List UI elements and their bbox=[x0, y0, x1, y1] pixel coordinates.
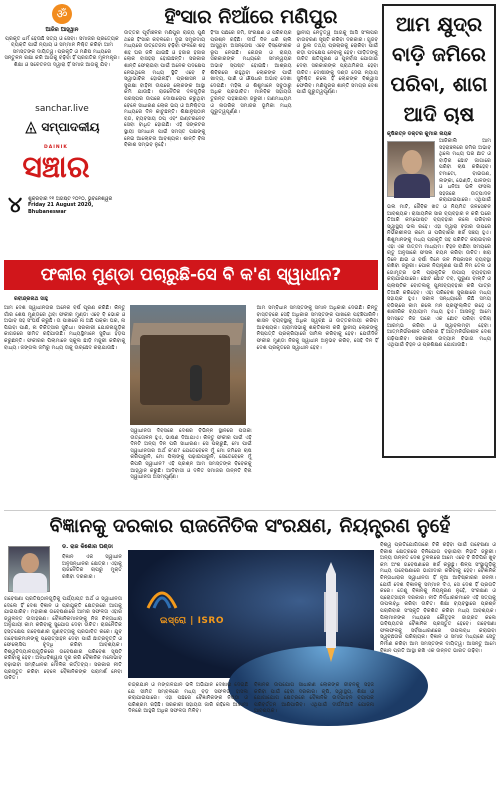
fakir-column-2-wrap bbox=[130, 305, 251, 505]
website-link[interactable]: sanchar.live bbox=[35, 104, 89, 114]
science-headline: ବିଜ୍ଞାନକୁ ଦରକାର ରାଜନୈତିକ ସଂରକ୍ଷଣ, ନିୟନ୍ତ୍ରଣ ନୁହେଁ bbox=[4, 510, 496, 540]
pen-nib-icon bbox=[24, 121, 38, 135]
om-symbol-icon: ॐ bbox=[52, 4, 72, 24]
hut-wall bbox=[140, 335, 230, 405]
manipur-headline: ହିଂସାର ନିଆଁରେ ମଣିପୁର bbox=[164, 6, 338, 28]
kitchen-garden-body: ଆଜିକାଲି ଆମ ସହରାଞ୍ଚଳରେ ଜମିର ଅଭାବ ଥିଲେ ମଧ୍ୟ ଘର ଛାତ ଓ ବାଡ଼ିର ଛୋଟ ଜାଗାରେ ପରିବା ଚାଷ କରିହେବ। ଟମାଟୋ, ବାଇଗଣ, ଲଙ୍କା, ଭେଣ୍ଡି, ପାଳଙ୍ଗ ଓ ଧନିଆ ଭଳି ଫସଲ ସହଜରେ ଉତ୍ପାଦନ କରାଯାଇପାରେ। ଏଥିପାଇଁ ଭଲ ମାଟି, ଜୈବିକ ଖତ ଓ ନିୟମିତ ଜଳସେଚନ ଆବଶ୍ୟକ। ରାସାୟନିକ ସାର ବ୍ୟବହାର ନ କରି ଘରେ ତିଆରି କମ୍ପୋଷ୍ଟ ବ୍ୟବହାର କଲେ ପରିବାର ସ୍ୱାସ୍ଥ୍ୟ ଭଲ ରହେ। ଏହା ଦ୍ୱାରା ବଜାର ଉପରେ ନିର୍ଭରଶୀଳତା କମେ ଓ ପରିବାରର ଖର୍ଚ୍ଚ ସଞ୍ଚୟ ହୁଏ। ଶିଶୁମାନଙ୍କୁ ମଧ୍ୟ ପ୍ରକୃତି ସହ ପରିଚିତ କରାଇବାର ଏହା ଏକ ଉତ୍ତମ ମାଧ୍ୟମ। ବିହନ ବାଛିବା ସମୟରେ ଋତୁ ଅନୁସାରେ ଫସଲ ଚୟନ କରିବା ଉଚିତ। ଖରା ଦିନେ ଛାଇ ଓ ବର୍ଷା ଦିନେ ଜଳ ନିଷ୍କାସନ ବ୍ୟବସ୍ଥା ରଖିବା ଜରୁରୀ। ପୋକ ନିୟନ୍ତ୍ରଣ ପାଇଁ ନିମ ତେଲ ଓ ଗୋମୂତ୍ର ଭଳି ପ୍ରାକୃତିକ ଉପାୟ ବ୍ୟବହାର କରାଯାଇପାରେ। ଛୋଟ ଛୋଟ ଟବ, ପୁରୁଣା ବାଲ୍ଟି ଓ ପ୍ଲାଷ୍ଟିକ ବୋତଲକୁ ପୁନଃବ୍ୟବହାର କରି ପାତ୍ର ତିଆରି କରିହେବ। ଏହା ପରିବେଶ ସୁରକ୍ଷାରେ ମଧ୍ୟ ସହାୟକ ହୁଏ। ସକାଳ ସନ୍ଧ୍ୟାରେ କିଛି ସମୟ ବଗିଚାରେ କାମ କଲେ ମନ ପ୍ରଫୁଲ୍ଲିତ ରହେ ଓ ଶାରୀରିକ ବ୍ୟାୟାମ ମଧ୍ୟ ହୁଏ। ଆସନ୍ତୁ ଆମେ ସମସ୍ତେ ନିଜ ଘରେ ଏକ ଛୋଟ ପରିବା ବଗିଚା ଆରମ୍ଭ କରିବା ଓ ସ୍ୱାବଲମ୍ବୀ ହେବା। ଆତ୍ମନିର୍ଭରଶୀଳ ପରିବାର ହିଁ ଆତ୍ମନିର୍ଭରଶୀଳ ଦେଶ ଗଢ଼ିପାରିବ। ସରକାରୀ ଉଦ୍ୟାନ ବିଭାଗ ମଧ୍ୟ ଏଥିପାଇଁ ବିହନ ଓ ପ୍ରଶିକ୍ଷଣ ଯୋଗାଉଛି। bbox=[387, 138, 491, 349]
date-odia: ଶୁକ୍ରବାର ୨୧ ଅଗଷ୍ଟ ୨୦୨୦, ଭୁବନେଶ୍ୱର bbox=[28, 195, 113, 202]
motto-title: ଆଜିର ଆହ୍ୱାନ bbox=[45, 27, 79, 33]
city-english: Bhubaneswar bbox=[28, 208, 67, 215]
date-block bbox=[28, 196, 116, 216]
motto-text: ପ୍ରକୃତ ଧର୍ମ ହେଉଛି ସତ୍ୟ ଓ ସେବା। ସମାଜର ପ୍ରତ୍ୟେକ ବ୍ୟକ୍ତି ପାଇଁ ନ୍ୟାୟ ଓ ସମ୍ମାନ ନିଶ୍ଚିତ କରିବା ଆମ ସମସ୍ତଙ୍କ ଦାୟିତ୍ୱ। ପ୍ରକୃତି ଓ ମଣିଷ ମଧ୍ୟରେ ସନ୍ତୁଳନ ରକ୍ଷା କରି ଆଗକୁ ବଢ଼ିବା ହିଁ ପ୍ରଗତିର ମୂଳମନ୍ତ୍ର। ଶିକ୍ଷା ଓ ସଚେତନତା ଦ୍ୱାରା ହିଁ ସମାଜ ଆଗକୁ ଯିବ। bbox=[4, 36, 120, 68]
science-author-face bbox=[21, 553, 39, 573]
fakir-byline: ରବୀନ୍ଦ୍ରନାଥ ସାହୁ bbox=[14, 296, 48, 302]
issue-number: ୪ bbox=[8, 193, 23, 218]
logo-subtitle: DAINIK bbox=[44, 145, 68, 150]
manipur-column-1: ଉତ୍ତର ପୂର୍ବାଞ୍ଚଳର ମଣିପୁର ରାଜ୍ୟ ପୁଣି ଥରେ ହିଂସାର କବଳରେ। ଦୁଇ ସମ୍ପ୍ରଦାୟ ମଧ୍ୟରେ ଉତ୍ତେଜନା ବଢ଼ିବା ଫଳରେ ଶହ ଶହ ଘର ଜଳି ଯାଇଛି ଓ ହଜାର ହଜାର ଲୋକ ବାସହରା ହୋଇଛନ୍ତି। ସରକାର ଶାନ୍ତି ଫେରାଇବା ପାଇଁ ଅନେକ ପଦକ୍ଷେପ ନେଇଥିଲେ ମଧ୍ୟ ସ୍ଥିତି ଏବେ ବି ସ୍ୱାଭାବିକ ହୋଇନାହିଁ। ପ୍ରଶାସନ ଓ ସୁରକ୍ଷା ବାହିନୀ ଉପରେ ଲୋକଙ୍କ ଆସ୍ଥା କମି ଯାଉଛି। ରାଜନୈତିକ ଦଳଗୁଡ଼ିକ ପରସ୍ପର ଉପରେ ଦୋଷାରୋପ କରୁଥିବା ବେଳେ ସାଧାରଣ ଲୋକ ଭୟ ଓ ଅନିଶ୍ଚିତତା ମଧ୍ୟରେ ଦିନ କାଟୁଛନ୍ତି। ଶିକ୍ଷାନୁଷ୍ଠାନ ବନ୍ଦ, ବ୍ୟବସାୟ ଠପ୍ ଏବଂ ଇଣ୍ଟରନେଟ ସେବା ବାଧିତ ହୋଇଛି। ଏହି ସଙ୍କଟର ସ୍ଥାୟୀ ସମାଧାନ ପାଇଁ ସମସ୍ତ ପକ୍ଷଙ୍କୁ ନେଇ ଆଲୋଚନା ଆବଶ୍ୟକ। ଶାନ୍ତି ବିନା ବିକାଶ ସମ୍ଭବ ନୁହେଁ। bbox=[124, 30, 206, 149]
isro-logo-icon bbox=[142, 574, 182, 614]
science-intro: ବିଜ୍ଞାନ ଏକ ସ୍ୱାଧୀନ ଅନୁସନ୍ଧାନର କ୍ଷେତ୍ର। ଏହାକୁ ରାଜନୈତିକ ଚାପରୁ ମୁକ୍ତ ରଖିବା ଦରକାର। bbox=[62, 554, 122, 580]
fakir-column-2: ସ୍ୱାଧୀନତା ଦିବସରେ ଦେଶର ବିଭିନ୍ନ ସ୍ଥାନରେ ପତାକା ଉତ୍ତୋଳନ ହୁଏ, ଭାଷଣ ଦିଆଯାଏ। କିନ୍ତୁ ଫକୀର ପାଇଁ ଏହି ଦିନଟି ଅନ୍ୟ ଦିନ ପରି ସାଧାରଣ। ସେ ପଚାରୁଛି, ମୋ ପାଇଁ ସ୍ୱାଧୀନତାର ଅର୍ଥ କ'ଣ? ଯେତେବେଳେ ମୁଁ ମୋ ଜମିରେ ଚାଷ କରିପାରୁନି, ମୋ ପିଲାଙ୍କୁ ପଢ଼ାଇପାରୁନି, ସେତେବେଳେ ମୁଁ କିପରି ସ୍ୱାଧୀନ? ଏହି ପ୍ରଶ୍ନ ଆମ ସମସ୍ତଙ୍କ ବିବେକକୁ ଆହ୍ୱାନ କରୁଛି। ଆଦିବାସୀ ଓ ଦଳିତ ସମାଜର ଉନ୍ନତି ବିନା ସ୍ୱାଧୀନତା ଅସମ୍ପୂର୍ଣ୍ଣ। bbox=[130, 428, 252, 481]
article-fakir-munda bbox=[4, 294, 378, 508]
logo-wordmark: ସଞ୍ଚାର bbox=[22, 150, 90, 185]
newspaper-logo bbox=[4, 141, 120, 219]
rocket-icon bbox=[324, 562, 338, 662]
fakir-column-3: ଆମ ସମ୍ବିଧାନ ସମସ୍ତଙ୍କୁ ସମାନ ଅଧିକାର ଦେଇଛି। କିନ୍ତୁ ବାସ୍ତବରେ ସେହି ଅଧିକାର ସମସ୍ତଙ୍କ ପାଖରେ ପହଞ୍ଚିପାରିନି। ଶାସନ ବ୍ୟବସ୍ଥାକୁ ଅଧିକ ସ୍ୱଚ୍ଛ ଓ ଉତ୍ତରଦାୟୀ କରିବା ଆବଶ୍ୟକ। ଗ୍ରାମସଭାକୁ ଶକ୍ତିଶାଳୀ କରି ସ୍ଥାନୀୟ ଲୋକଙ୍କୁ ନିଷ୍ପତ୍ତି ପ୍ରକ୍ରିୟାରେ ସାମିଲ କରିବାକୁ ହେବ। ଯେଉଁଦିନ ଫକୀର ମୁଣ୍ଡା ନିଜକୁ ସ୍ୱାଧୀନ ଅନୁଭବ କରିବ, ସେହି ଦିନ ହିଁ ଦେଶ ପ୍ରକୃତରେ ସ୍ୱାଧୀନ ହେବ। bbox=[256, 305, 378, 351]
manipur-columns bbox=[124, 30, 378, 258]
person-figure bbox=[190, 365, 202, 401]
author-photo bbox=[387, 141, 435, 197]
editorial-heading bbox=[4, 120, 120, 135]
author-shirt bbox=[394, 174, 430, 198]
isro-rocket-image bbox=[128, 550, 374, 678]
science-column-1: ଗବେଷଣା ପ୍ରତିଷ୍ଠାନଗୁଡ଼ିକୁ ପର୍ଯ୍ୟାପ୍ତ ଅର୍ଥ ଓ ସ୍ୱାଧୀନତା ଦେଲେ ହିଁ ଦେଶ ବିଜ୍ଞାନ ଓ ପ୍ରଯୁକ୍ତି କ୍ଷେତ୍ରରେ ଆଗକୁ ଯାଇପାରିବ। ମହାକାଶ ଗବେଷଣାରେ ଆମର ସଫଳତା ଏହାର ଜ୍ୱଳନ୍ତ ଉଦାହରଣ। ବୈଜ୍ଞାନିକମାନଙ୍କୁ ନିଜ ଚିନ୍ତାଧାରା ଅନୁଯାୟୀ କାମ କରିବାକୁ ସୁଯୋଗ ଦେବା ଉଚିତ। ରାଜନୈତିକ ହସ୍ତକ୍ଷେପ ଗବେଷଣାର ଗୁଣବତ୍ତାକୁ ପ୍ରଭାବିତ କରେ। ଯୁବ ଗବେଷକମାନଙ୍କୁ ପ୍ରୋତ୍ସାହନ ଦେବା ପାଇଁ ଛାତ୍ରବୃତ୍ତି ଓ ଫେଲୋସିପ ବୃଦ୍ଧି କରିବା ଆବଶ୍ୟକ। ବିଶ୍ୱବିଦ୍ୟାଳୟଗୁଡ଼ିକରେ ଗବେଷଣାର ପରିବେଶ ସୃଷ୍ଟି କରିବାକୁ ହେବ। ଅନ୍ଧବିଶ୍ୱାସ ଦୂର କରି ବୈଜ୍ଞାନିକ ମନୋଭାବ ବଢ଼ାଇବା ସମ୍ବିଧାନର ମୌଳିକ କର୍ତ୍ତବ୍ୟ। ସରକାର ନୀତି ପ୍ରସ୍ତୁତ କରିବା ବେଳେ ବୈଜ୍ଞାନିକଙ୍କ ପରାମର୍ଶ ନେବା ଉଚିତ। bbox=[4, 596, 122, 682]
science-byline: ଡ. ରାଜ କିଶୋର ପଣ୍ଡା bbox=[62, 544, 113, 550]
author-face bbox=[402, 150, 422, 174]
fakir-columns bbox=[4, 305, 378, 505]
science-column-4: ବିଶ୍ୱ ପ୍ରତିଯୋଗିତାରେ ଟିକି ରହିବା ପାଇଁ ଗବେଷଣା ଓ ବିକାଶ କ୍ଷେତ୍ରରେ ବିନିଯୋଗ ବଢ଼ାଇବା ନିହାତି ଜରୁରୀ। ଅନ୍ୟ ଉନ୍ନତ ଦେଶ ତୁଳନାରେ ଆମେ ଏବେ ବି ଜିଡିପିର ଖୁବ କମ ଅଂଶ ଗବେଷଣାରେ ଖର୍ଚ୍ଚ କରୁଛୁ। ଶିଳ୍ପ ସଂସ୍ଥାଗୁଡ଼ିକୁ ମଧ୍ୟ ଗବେଷଣାରେ ଭାଗୀଦାର କରିବାକୁ ହେବ। ବୈଜ୍ଞାନିକ ଚିନ୍ତାଧାରାର ସ୍ୱାଧୀନତା ହିଁ ନୂଆ ଆବିଷ୍କାରର ଜନନୀ। ଯେଉଁ ଦେଶ ବିଜ୍ଞାନକୁ ସମ୍ମାନ ଦିଏ, ସେ ଦେଶ ହିଁ ପ୍ରଗତି କରେ। ତେଣୁ ବିଜ୍ଞାନକୁ ନିୟନ୍ତ୍ରଣ ନୁହେଁ, ସଂରକ୍ଷଣ ଓ ପ୍ରୋତ୍ସାହନ ଦରକାର। ନୀତି ନିର୍ଦ୍ଧାରକମାନେ ଏହି ସତ୍ୟକୁ ଉପଲବ୍ଧି କରିବା ଉଚିତ। ଶିକ୍ଷା ବ୍ୟବସ୍ଥାରେ ପ୍ରଶ୍ନ ପଚାରିବାର ସଂସ୍କୃତି ବିକଶିତ କରିବା ମଧ୍ୟ ଆବଶ୍ୟକ। ପିଲାମାନଙ୍କ ମଧ୍ୟରେ କୌତୂହଳ ଜାଗ୍ରତ କଲେ ଭବିଷ୍ୟତର ବୈଜ୍ଞାନିକ ପ୍ରସ୍ତୁତ ହେବେ। ଗବେଷଣା ଫଳାଫଳକୁ ସର୍ବସାଧାରଣରେ ଉପଲବ୍ଧ କରାଇବା ସ୍ୱଚ୍ଛତାର ପରିଚାୟକ। ବିଜ୍ଞାନ ଓ ସମାଜ ମଧ୍ୟରେ ସେତୁ ନିର୍ମାଣ କରିବା ଆମ ସମସ୍ତଙ୍କ ଦାୟିତ୍ୱ। ଆସନ୍ତୁ ଆମେ ବିଜ୍ଞାନ ପ୍ରତି ଆସ୍ଥା ରଖି ଏକ ଉନ୍ନତ ଭାରତ ଗଢ଼ିବା। bbox=[380, 542, 496, 654]
article-kitchen-garden bbox=[382, 4, 496, 458]
kitchen-garden-byline: କୃଷିରତ୍ନ ଡକ୍ଟର କୁମାର ନାୟକ bbox=[387, 131, 452, 137]
article-manipur bbox=[124, 4, 378, 262]
science-column-3: ବିଜ୍ଞାନର ଉପଯୋଗ ସାଧାରଣ ଲୋକଙ୍କ ଜୀବନକୁ ସହଜ କରିବା ପାଇଁ ହେବା ଦରକାର। କୃଷି, ସ୍ୱାସ୍ଥ୍ୟ, ଶିକ୍ଷା ଓ ଯୋଗାଯୋଗ କ୍ଷେତ୍ରରେ ବୈଜ୍ଞାନିକ ଉଦ୍ଭାବନ ବ୍ୟାପକ ପରିବର୍ତ୍ତନ ଆଣିପାରିବ। ଏଥିପାଇଁ ଦୀର୍ଘମିଆଦି ଯୋଜନା ଆବଶ୍ୟକ। bbox=[254, 682, 374, 715]
fakir-column-1: ଆମ ଦେଶ ସ୍ୱାଧୀନତାର ଅନେକ ବର୍ଷ ପୂରଣ କରିଛି। କିନ୍ତୁ ଗାଁର ଶେଷ ମୁଣ୍ଡରେ ଥିବା ଫକୀର ମୁଣ୍ଡା ଏବେ ବି ଭୋକ ଓ ଅଭାବ ସହ ସଂଘର୍ଷ କରୁଛି। ତା ପାଖରେ ନା ଅଛି ପକ୍କା ଘର, ନା ପିଇବା ପାଣି, ନା ଚିକିତ୍ସାର ସୁବିଧା। ସରକାରୀ ଯୋଜନାଗୁଡ଼ିକ କାଗଜରେ ସୀମିତ ରହିଯାଉଛି। ମଧ୍ୟସ୍ଥିମାନେ ସୁବିଧା ହଡ଼ପ କରୁଛନ୍ତି। ଫକୀରର ପିଲାମାନେ ସ୍କୁଲ ଛାଡ଼ି ମଜୁରୀ କରିବାକୁ ବାଧ୍ୟ। ଜଙ୍ଗଲ ଜମିରୁ ମଧ୍ୟ ତାକୁ ଉଚ୍ଛେଦ କରାଯାଉଛି। bbox=[4, 305, 126, 351]
hut-photo bbox=[130, 305, 246, 425]
editorial-label: ସମ୍ପାଦକୀୟ bbox=[41, 120, 100, 134]
article-science bbox=[4, 542, 496, 782]
science-author-shirt bbox=[13, 573, 47, 593]
manipur-column-3: ସ୍ଥାନୀୟ ନେତୃତ୍ୱ ଆଗକୁ ଆସି ସଂଳାପର ବାତାବରଣ ସୃଷ୍ଟି କରିବା ଦରକାର। ଗୁଜବ ଓ ଭୁଲ ତଥ୍ୟ ପ୍ରଚାରକୁ ରୋକିବା ପାଇଁ କଡ଼ା ପଦକ୍ଷେପ ନେବାକୁ ହେବ। ପୀଡ଼ିତଙ୍କୁ ଉଚିତ କ୍ଷତିପୂରଣ ଓ ପୁନର୍ବାସ ଯୋଗାଇ ଦେବା ସରକାରଙ୍କ ପ୍ରାଥମିକତା ହେବା ଉଚିତ। ଦୋଷୀଙ୍କୁ ଦଣ୍ଡ ଦେଇ ନ୍ୟାୟ ସୁନିଶ୍ଚିତ କଲେ ହିଁ ଲୋକଙ୍କ ବିଶ୍ୱାସ ଫେରିବ। ମଣିପୁରର ଶାନ୍ତି ସମଗ୍ର ଦେଶ ପାଇଁ ଗୁରୁତ୍ୱପୂର୍ଣ୍ଣ। bbox=[296, 30, 378, 96]
issue-date-bar bbox=[8, 193, 116, 218]
fakir-headline-banner: ଫକୀର ମୁଣ୍ଡା ପଚାରୁଛି-ସେ ବି କ'ଣ ସ୍ୱାଧୀନ? bbox=[4, 260, 378, 290]
manipur-column-2: ହିଂସା ପଛରେ ଜମି, ସଂରକ୍ଷଣ ଓ ପରିଚୟର ପ୍ରଶ୍ନ ରହିଛି। ଦୀର୍ଘ ଦିନ ଧରି ଚାଲି ଆସୁଥିବା ଅସନ୍ତୋଷ ଏବେ ବିସ୍ଫୋରକ ରୂପ ନେଇଛି। କେନ୍ଦ୍ର ଓ ରାଜ୍ୟ ସରକାରଙ୍କ ମଧ୍ୟରେ ସମନ୍ୱୟର ଅଭାବ ସ୍ପଷ୍ଟ ହୋଇଛି। ଆଶ୍ରୟ ଶିବିରରେ ରହୁଥିବା ଲୋକଙ୍କ ପାଇଁ ଖାଦ୍ୟ, ପାଣି ଓ ଔଷଧର ଅଭାବ ଦେଖା ଦେଇଛି। ମହିଳା ଓ ଶିଶୁମାନେ ସବୁଠାରୁ ଅଧିକ ପ୍ରଭାବିତ। ମାନବିକ ସହାୟତା ତୁରନ୍ତ ପହଞ୍ଚାଇବା ଜରୁରୀ। ଗଣମାଧ୍ୟମ ଓ ନାଗରିକ ସମାଜର ଭୂମିକା ମଧ୍ୟ ଗୁରୁତ୍ୱପୂର୍ଣ୍ଣ। bbox=[210, 30, 292, 116]
isro-label: ଇସ୍ରୋ | ISRO bbox=[160, 616, 224, 626]
science-author-photo bbox=[8, 546, 50, 592]
kitchen-garden-headline: ଆମ କ୍ଷୁଦ୍ର ବାଡ଼ି ଜମିରେ ପରିବା, ଶାଗ ଆଦି ଚାଷ bbox=[390, 12, 488, 126]
masthead bbox=[4, 4, 120, 256]
science-column-2: ଚନ୍ଦ୍ରଯାନ ଓ ମଙ୍ଗଳଯାନ ଭଳି ଅଭିଯାନ ଦେଖାଇ ଦେଇଛି ଯେ ସୀମିତ ସମ୍ବଳରେ ମଧ୍ୟ ବଡ଼ ସଫଳତା ହାସଲ କରାଯାଇପାରେ। ଏହା ପଛରେ ବୈଜ୍ଞାନିକଙ୍କ ନିଷ୍ଠା ଓ ପରିଶ୍ରମ ରହିଛି। ସରକାରୀ ସହାୟତା ଜାରି ରହିଲେ ଆଗାମୀ ଦିନରେ ଆହୁରି ଅଧିକ ସଫଳତା ମିଳିବ। bbox=[128, 682, 248, 715]
date-english: Friday 21 August 2020, bbox=[28, 202, 94, 209]
